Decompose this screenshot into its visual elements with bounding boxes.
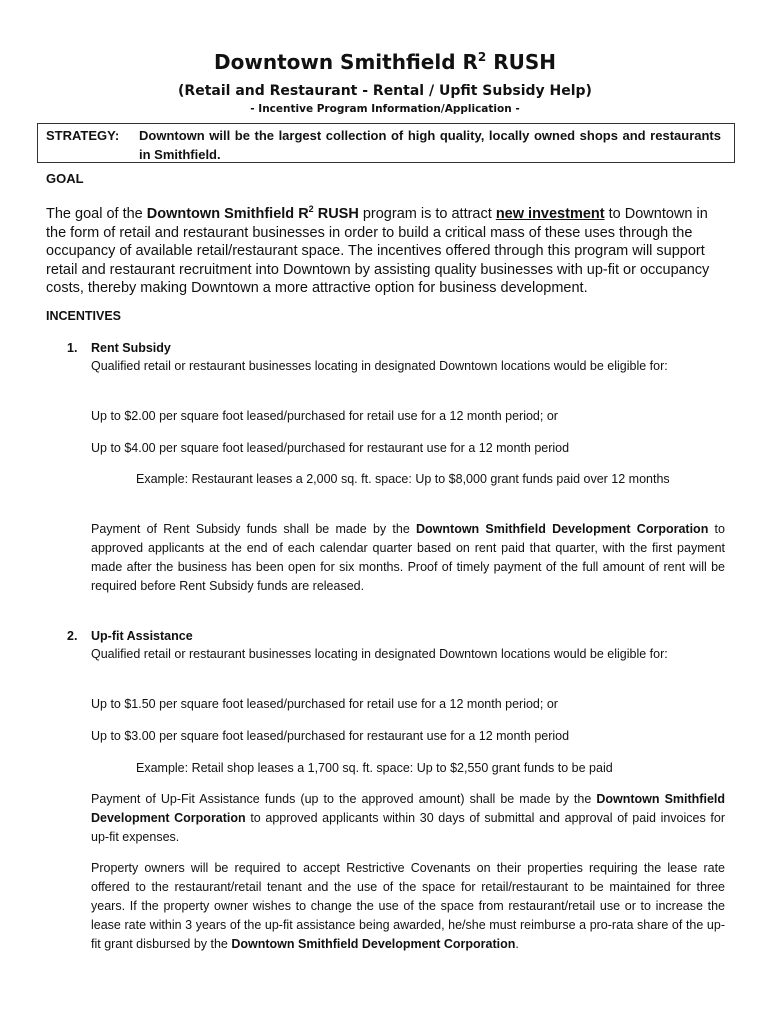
strategy-box xyxy=(37,123,735,163)
item-1-example: Example: Restaurant leases a 2,000 sq. ft. space: Up to $8,000 grant funds paid over 12 months xyxy=(136,472,670,486)
goal-program-tail: RUSH xyxy=(313,206,359,222)
item-2-title: Up-fit Assistance xyxy=(91,629,193,643)
strategy-label: STRATEGY: xyxy=(46,128,120,143)
title-main: Downtown Smithfield R xyxy=(214,50,478,74)
item-2-covenants-paragraph xyxy=(91,859,725,954)
item-2-retail-rate: Up to $1.50 per square foot leased/purchased for retail use for a 12 month period; or xyxy=(91,697,558,711)
title-superscript: 2 xyxy=(477,50,487,64)
item-1-retail-rate: Up to $2.00 per square foot leased/purchased for retail use for a 12 month period; or xyxy=(91,409,558,423)
incentives-heading: INCENTIVES xyxy=(46,309,122,323)
item-2-payment-paragraph xyxy=(91,790,725,847)
item-2-restaurant-rate: Up to $3.00 per square foot leased/purchased for restaurant use for a 12 month period xyxy=(91,729,570,743)
item-1-payment-org: Downtown Smithfield Development Corporation xyxy=(416,522,709,536)
goal-program-name: Downtown Smithfield R xyxy=(146,206,309,222)
item-2-example: Example: Retail shop leases a 1,700 sq. ft. space: Up to $2,550 grant funds to be paid xyxy=(136,761,613,775)
goal-text-3: to Downtown in the form of retail and restaurant businesses in order to build a critical mass of these uses through the occupancy of available retail/restaurant space. The incentives offered through this program will support retail and restaurant recruitment into Downtown by assisting quality businesses with up-fit or occupancy costs, thereby making Downtown a more attractive option for business development. xyxy=(46,206,710,296)
item-1-intro: Qualified retail or restaurant businesses locating in designated Downtown locations would be eligible for: xyxy=(91,359,668,373)
goal-text-1: The goal of the xyxy=(46,206,147,222)
item-1-payment-text-b: to approved applicants at the end of each calendar quarter based on rent paid that quarter, with the first payment made after the business has been open for six months. Proof of timely payment of the full amount of rent will be required before Rent Subsidy funds are released. xyxy=(91,522,725,593)
item-2-number: 2. xyxy=(67,629,78,643)
document-title xyxy=(0,50,770,74)
item-2-payment-text-a: Payment of Up-Fit Assistance funds (up to the approved amount) shall be made by the xyxy=(91,792,597,806)
document-subsubtitle: - Incentive Program Information/Application - xyxy=(250,103,520,115)
item-2-covenants-text-a: Property owners will be required to accept Restrictive Covenants on their properties requiring the lease rate offered to the restaurant/retail tenant and the use of the space for retail/restaurant to be maintained for three years. If the property owner wishes to change the use of the space from restaurant/retail use or to increase the lease rate within 3 years of the up-fit assistance being awarded, he/she must reimburse a pro-rata share of the up-fit grant disbursed by the xyxy=(91,861,725,951)
goal-program-superscript: 2 xyxy=(308,204,314,214)
title-tail: RUSH xyxy=(486,50,556,74)
item-2-covenants-text-b: . xyxy=(515,937,519,951)
goal-new-investment: new investment xyxy=(495,206,605,222)
item-1-title: Rent Subsidy xyxy=(91,341,171,355)
goal-text-2: program is to attract xyxy=(358,206,496,222)
item-2-payment-org: Downtown Smithfield Development Corporation xyxy=(91,792,726,825)
strategy-text: Downtown will be the largest collection of high quality, locally owned shops and restaurants in Smithfield. xyxy=(139,128,721,162)
goal-heading: GOAL xyxy=(46,171,84,186)
goal-paragraph xyxy=(46,200,726,298)
item-1-payment-text-a: Payment of Rent Subsidy funds shall be made by the xyxy=(91,522,417,536)
item-1-restaurant-rate: Up to $4.00 per square foot leased/purchased for restaurant use for a 12 month period xyxy=(91,441,570,455)
item-1-payment-paragraph xyxy=(91,520,725,596)
item-1-number: 1. xyxy=(67,341,78,355)
document-subtitle: (Retail and Restaurant - Rental / Upfit Subsidy Help) xyxy=(178,83,592,99)
item-2-payment-text-b: to approved applicants within 30 days of submittal and approval of paid invoices for up-fit expenses. xyxy=(91,811,725,844)
item-2-covenants-org: Downtown Smithfield Development Corporation xyxy=(231,937,516,951)
item-2-intro: Qualified retail or restaurant businesses locating in designated Downtown locations would be eligible for: xyxy=(91,647,668,661)
